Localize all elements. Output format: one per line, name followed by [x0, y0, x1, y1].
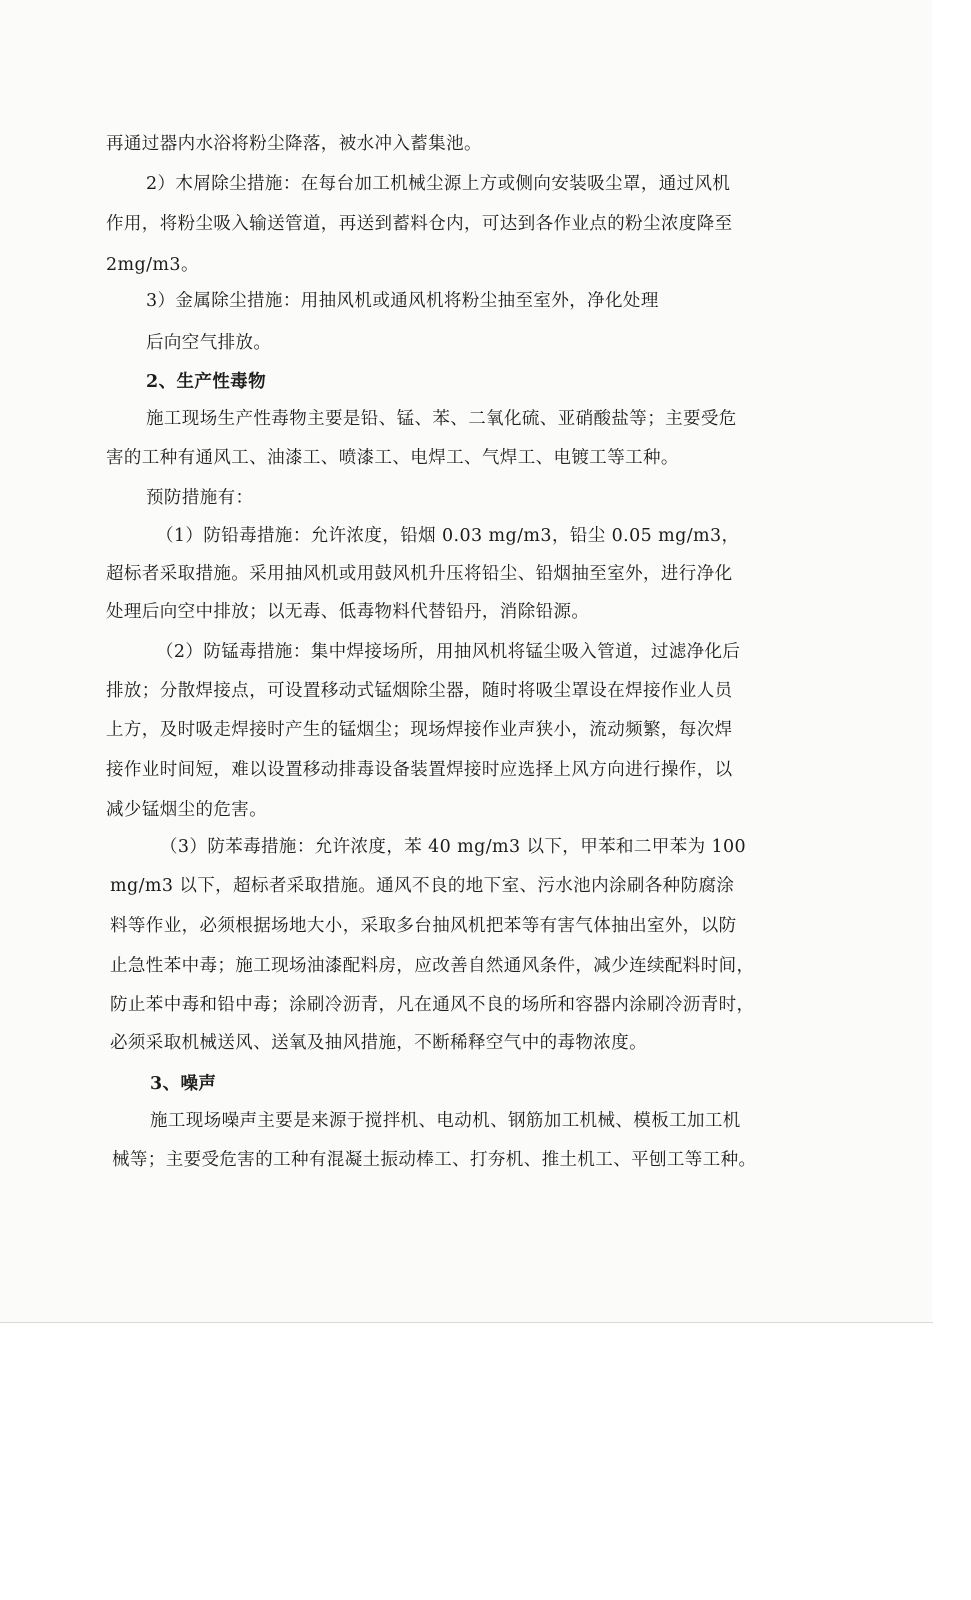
text-line: 再通过器内水浴将粉尘降落，被水冲入蓄集池。: [106, 134, 482, 154]
text-line: 械等；主要受危害的工种有混凝土振动棒工、打夯机、推土机工、平刨工等工种。: [112, 1150, 757, 1170]
text-line: 超标者采取措施。采用抽风机或用鼓风机升压将铅尘、铅烟抽至室外，进行净化: [106, 564, 733, 584]
text-line: 减少锰烟尘的危害。: [106, 800, 268, 820]
blank-area: [0, 1323, 971, 1600]
text-line: 处理后向空中排放；以无毒、低毒物料代替铅丹，消除铅源。: [106, 602, 590, 622]
text-line: 施工现场噪声主要是来源于搅拌机、电动机、钢筋加工机械、模板工加工机: [150, 1111, 741, 1131]
text-line: 2）木屑除尘措施：在每台加工机械尘源上方或侧向安装吸尘罩，通过风机: [146, 174, 731, 194]
section-heading: 2、生产性毒物: [146, 372, 266, 392]
text-line: 作用，将粉尘吸入输送管道，再送到蓄料仓内，可达到各作业点的粉尘浓度降至: [106, 214, 733, 234]
text-line: 必须采取机械送风、送氧及抽风措施，不断稀释空气中的毒物浓度。: [110, 1033, 647, 1053]
text-line: 接作业时间短，难以设置移动排毒设备装置焊接时应选择上风方向进行操作，以: [106, 760, 733, 780]
text-line: 预防措施有：: [146, 488, 254, 508]
text-line: 料等作业，必须根据场地大小，采取多台抽风机把苯等有害气体抽出室外，以防: [110, 916, 737, 936]
text-line: （3）防苯毒措施：允许浓度，苯 40 mg/m3 以下，甲苯和二甲苯为 100: [160, 837, 747, 857]
text-line: 上方，及时吸走焊接时产生的锰烟尘；现场焊接作业声狭小，流动频繁，每次焊: [106, 720, 733, 740]
text-line: 害的工种有通风工、油漆工、喷漆工、电焊工、气焊工、电镀工等工种。: [106, 448, 679, 468]
text-line: mg/m3 以下，超标者采取措施。通风不良的地下室、污水池内涂刷各种防腐涂: [110, 876, 735, 896]
text-line: （1）防铅毒措施：允许浓度，铅烟 0.03 mg/m3，铅尘 0.05 mg/m3，: [156, 526, 740, 546]
section-heading: 3、噪声: [150, 1074, 217, 1094]
text-line: 后向空气排放。: [146, 333, 272, 353]
text-line: 止急性苯中毒；施工现场油漆配料房，应改善自然通风条件，减少连续配料时间，: [110, 956, 755, 976]
text-line: 施工现场生产性毒物主要是铅、锰、苯、二氧化硫、亚硝酸盐等；主要受危: [146, 409, 737, 429]
text-line: 3）金属除尘措施：用抽风机或通风机将粉尘抽至室外，净化处理: [146, 291, 659, 311]
text-line: 防止苯中毒和铅中毒；涂刷冷沥青，凡在通风不良的场所和容器内涂刷冷沥青时，: [110, 995, 755, 1015]
text-line: （2）防锰毒措施：集中焊接场所，用抽风机将锰尘吸入管道，过滤净化后: [156, 642, 741, 662]
scan-margin: [932, 0, 971, 1322]
text-line: 2mg/m3。: [106, 255, 199, 275]
text-line: 排放；分散焊接点，可设置移动式锰烟除尘器，随时将吸尘罩设在焊接作业人员: [106, 681, 733, 701]
